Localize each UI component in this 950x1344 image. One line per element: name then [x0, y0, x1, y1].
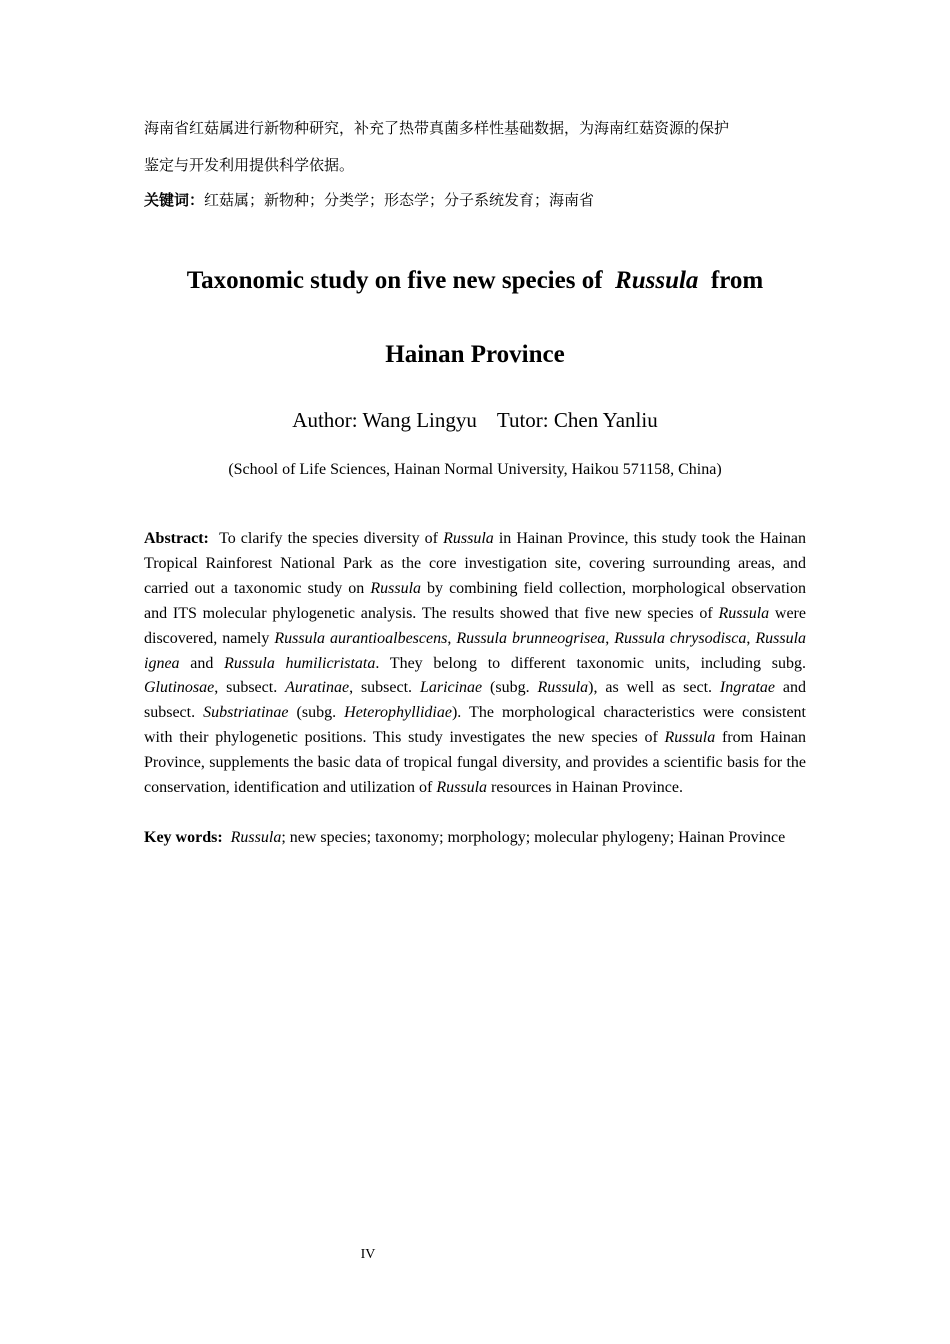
title-genus: Russula: [615, 267, 699, 294]
abstract-text-segment: , subsect.: [214, 679, 286, 697]
abstract-text-segment: and subsect.: [144, 679, 807, 722]
abstract-text-segment: ). The morphological characteristics were consistent with their phylogenetic positions. This study investigates the new species of: [144, 704, 806, 747]
abstract-text-segment: To clarify the species diversity of: [219, 530, 444, 547]
abstract-text-segment: ,: [605, 629, 615, 647]
abstract-taxon-name: Glutinosae: [144, 679, 215, 697]
abstract-taxon-name: Heterophyllidiae: [344, 704, 452, 722]
abstract-text-segment: from Hainan Province, supplements the basic data of tropical fungal diversity, and provides a scientific basis for the conservation, identification and utilization of: [144, 729, 807, 797]
abstract-text-segment: ,: [746, 629, 756, 647]
affiliation: (School of Life Sciences, Hainan Normal University, Haikou 571158, China): [228, 461, 722, 478]
english-abstract: [144, 527, 806, 801]
abstract-taxon-name: Russula: [664, 729, 716, 747]
abstract-taxon-name: Russula: [443, 530, 494, 547]
abstract-taxon-name: Russula: [436, 779, 488, 797]
abstract-text-segment: were discovered, namely: [144, 604, 806, 647]
abstract-taxon-name: Substriatinae: [203, 704, 289, 722]
abstract-text-segment: resources in Hainan Province.: [487, 779, 683, 797]
abstract-text-segment: ,: [447, 629, 457, 647]
english-title-line-1: [100, 265, 850, 297]
abstract-label: Abstract:: [144, 530, 209, 547]
chinese-abstract-line-1: 海南省红菇属进行新物种研究，补充了热带真菌多样性基础数据，为海南红菇资源的保护: [144, 119, 730, 137]
keywords-text: ; new species; taxonomy; morphology; molecular phylogeny; Hainan Province: [281, 829, 786, 846]
tutor: Tutor: Chen Yanliu: [496, 408, 658, 432]
abstract-text-segment: . They belong to different taxonomic units, including subg.: [375, 654, 806, 672]
keywords-label: Key words:: [144, 829, 223, 846]
abstract-text-segment: (subg.: [482, 679, 538, 697]
author: Author: Wang Lingyu: [292, 408, 477, 432]
abstract-text-segment: ), as well as sect.: [588, 679, 720, 697]
page-number: IV: [360, 1247, 376, 1262]
abstract-taxon-name: Russula ignea: [144, 629, 807, 672]
abstract-taxon-name: Russula: [718, 604, 770, 622]
abstract-taxon-name: Russula: [537, 679, 589, 697]
chinese-keywords-text: 红菇属；新物种；分类学；形态学；分子系统发育；海南省: [204, 191, 595, 209]
abstract-taxon-name: Ingratae: [719, 679, 776, 697]
keywords-genus: Russula: [230, 829, 282, 846]
chinese-abstract-line-2: 鉴定与开发利用提供科学依据。: [144, 156, 355, 174]
abstract-taxon-name: Auratinae: [285, 679, 350, 697]
author-line: [100, 406, 850, 434]
abstract-body: [144, 530, 806, 796]
abstract-text-segment: by combining field collection, morphological observation and ITS molecular phylogenetic analysis. The results showed that five new species of: [144, 579, 806, 622]
chinese-keywords: [144, 191, 806, 210]
title-part-1: Taxonomic study on five new species of: [186, 267, 603, 294]
chinese-keywords-label: 关键词：: [144, 191, 205, 209]
english-title-line-2: Hainan Province: [385, 341, 565, 368]
title-part-2: from: [710, 267, 764, 294]
abstract-taxon-name: Russula brunneogrisea: [456, 629, 606, 647]
abstract-text-segment: , subsect.: [349, 679, 420, 697]
english-keywords: [144, 826, 806, 851]
abstract-taxon-name: Russula: [370, 579, 422, 597]
abstract-text-segment: (subg.: [288, 704, 345, 722]
abstract-text-segment: and: [179, 654, 225, 672]
abstract-taxon-name: Russula aurantioalbescens: [274, 629, 448, 647]
abstract-taxon-name: Russula chrysodisca: [614, 629, 747, 647]
abstract-taxon-name: Laricinae: [419, 679, 483, 697]
abstract-text-segment: in Hainan Province, this study took the Hainan Tropical Rainforest National Park as the core investigation site, covering surrounding areas, and carried out a taxonomic study on: [144, 530, 806, 597]
abstract-taxon-name: Russula humilicristata: [224, 654, 376, 672]
